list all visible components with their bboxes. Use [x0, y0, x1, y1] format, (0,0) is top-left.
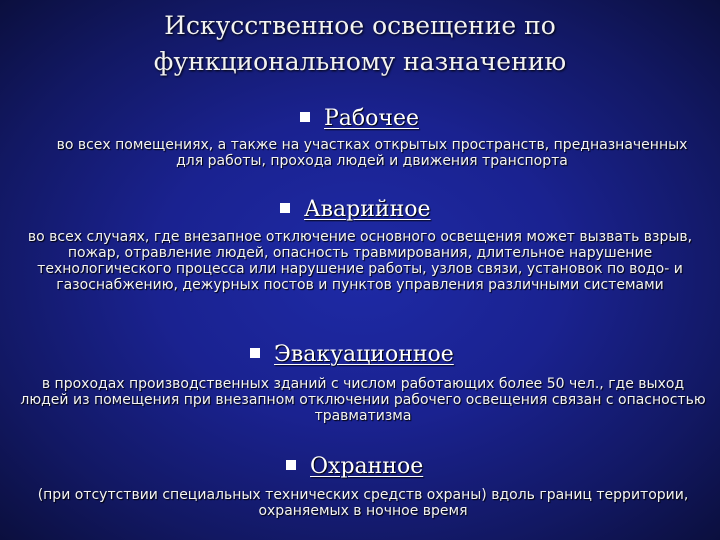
square-bullet-icon: [250, 348, 260, 358]
slide-title: Искусственное освещение по функциональному назначению: [153, 11, 567, 76]
heading-working-lighting: [300, 106, 419, 131]
description-evacuation-lighting: в проходах производственных зданий с числом работающих более 50 чел., где выход людей из помещения при внезапном отключении рабочего освещения связан с опасностью травматизма: [20, 376, 706, 424]
description-emergency-lighting: во всех случаях, где внезапное отключение основного освещения может вызвать взрыв, пожар, отравление людей, опасность травмирования, длительное нарушение технологического процесса или нарушение работы, узлов связи, установок по водо- и газоснабжению, дежурных постов и пунктов управления различными системами: [27, 229, 693, 293]
heading-security-lighting: [286, 454, 423, 479]
heading-label: Эвакуационное: [274, 342, 454, 367]
heading-label: Аварийное: [304, 197, 431, 222]
description-working-lighting: во всех помещениях, а также на участках открытых пространств, предназначенных для работы, прохода людей и движения транспорта: [56, 137, 688, 169]
description-security-lighting: (при отсутствии специальных технических средств охраны) вдоль границ территории, охраняемых в ночное время: [37, 487, 689, 519]
heading-evacuation-lighting: [250, 342, 454, 367]
heading-emergency-lighting: [280, 197, 431, 222]
square-bullet-icon: [280, 203, 290, 213]
heading-label: Охранное: [310, 454, 424, 479]
square-bullet-icon: [300, 112, 310, 122]
square-bullet-icon: [286, 460, 296, 470]
heading-label: Рабочее: [324, 106, 419, 131]
